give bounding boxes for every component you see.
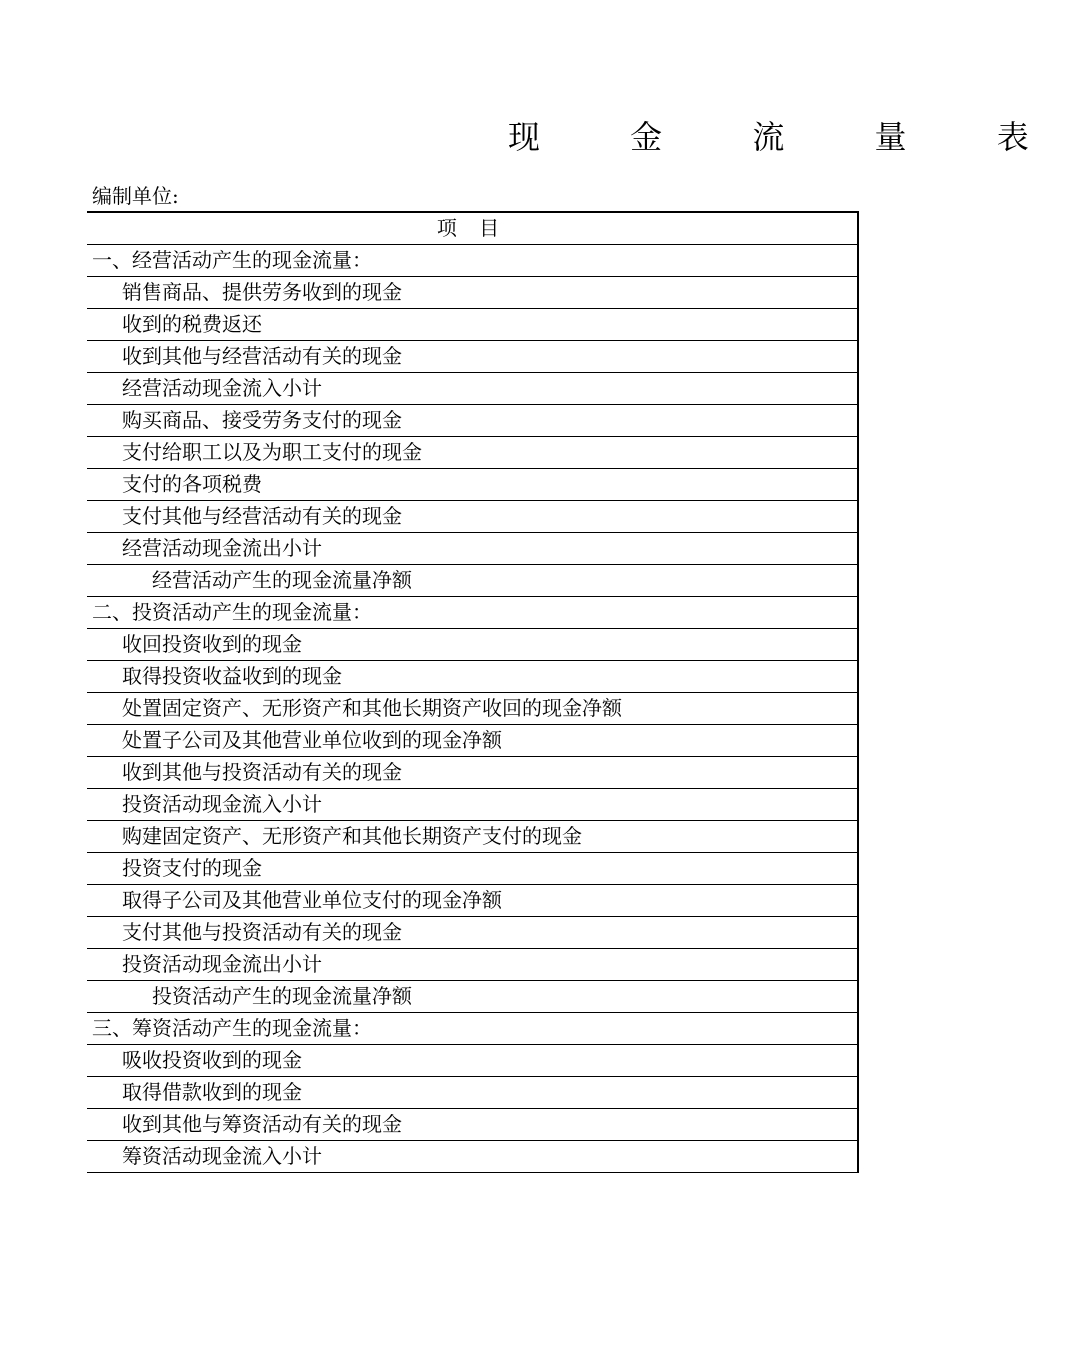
prepared-by-label: 编制单位: <box>92 184 179 208</box>
table-row: 取得借款收到的现金 <box>87 1077 857 1109</box>
section-heading-row: 三、筹资活动产生的现金流量： <box>87 1013 857 1045</box>
section-heading-row: 一、经营活动产生的现金流量： <box>87 245 857 277</box>
table-row: 处置固定资产、无形资产和其他长期资产收回的现金净额 <box>87 693 857 725</box>
table-body <box>87 245 857 1173</box>
net-total-row: 投资活动产生的现金流量净额 <box>87 981 857 1013</box>
table-row: 支付其他与投资活动有关的现金 <box>87 917 857 949</box>
table-row: 收到其他与经营活动有关的现金 <box>87 341 857 373</box>
table-row: 取得子公司及其他营业单位支付的现金净额 <box>87 885 857 917</box>
table-row: 处置子公司及其他营业单位收到的现金净额 <box>87 725 857 757</box>
table-row: 支付其他与经营活动有关的现金 <box>87 501 857 533</box>
table-row: 销售商品、提供劳务收到的现金 <box>87 277 857 309</box>
section-heading-row: 二、投资活动产生的现金流量： <box>87 597 857 629</box>
table-row: 吸收投资收到的现金 <box>87 1045 857 1077</box>
cash-flow-table <box>87 211 859 1173</box>
table-header: 项 目 <box>87 213 857 245</box>
table-row: 收到的税费返还 <box>87 309 857 341</box>
net-total-row: 经营活动产生的现金流量净额 <box>87 565 857 597</box>
table-row: 收回投资收到的现金 <box>87 629 857 661</box>
table-row: 投资活动现金流入小计 <box>87 789 857 821</box>
table-row: 经营活动现金流出小计 <box>87 533 857 565</box>
table-row: 支付的各项税费 <box>87 469 857 501</box>
table-row: 购买商品、接受劳务支付的现金 <box>87 405 857 437</box>
table-row: 经营活动现金流入小计 <box>87 373 857 405</box>
table-row: 支付给职工以及为职工支付的现金 <box>87 437 857 469</box>
table-row: 投资支付的现金 <box>87 853 857 885</box>
table-row: 筹资活动现金流入小计 <box>87 1141 857 1173</box>
table-row: 收到其他与筹资活动有关的现金 <box>87 1109 857 1141</box>
table-row: 收到其他与投资活动有关的现金 <box>87 757 857 789</box>
table-row: 购建固定资产、无形资产和其他长期资产支付的现金 <box>87 821 857 853</box>
table-row: 投资活动现金流出小计 <box>87 949 857 981</box>
table-row: 取得投资收益收到的现金 <box>87 661 857 693</box>
page-title: 现 金 流 量 表 <box>508 118 1069 156</box>
